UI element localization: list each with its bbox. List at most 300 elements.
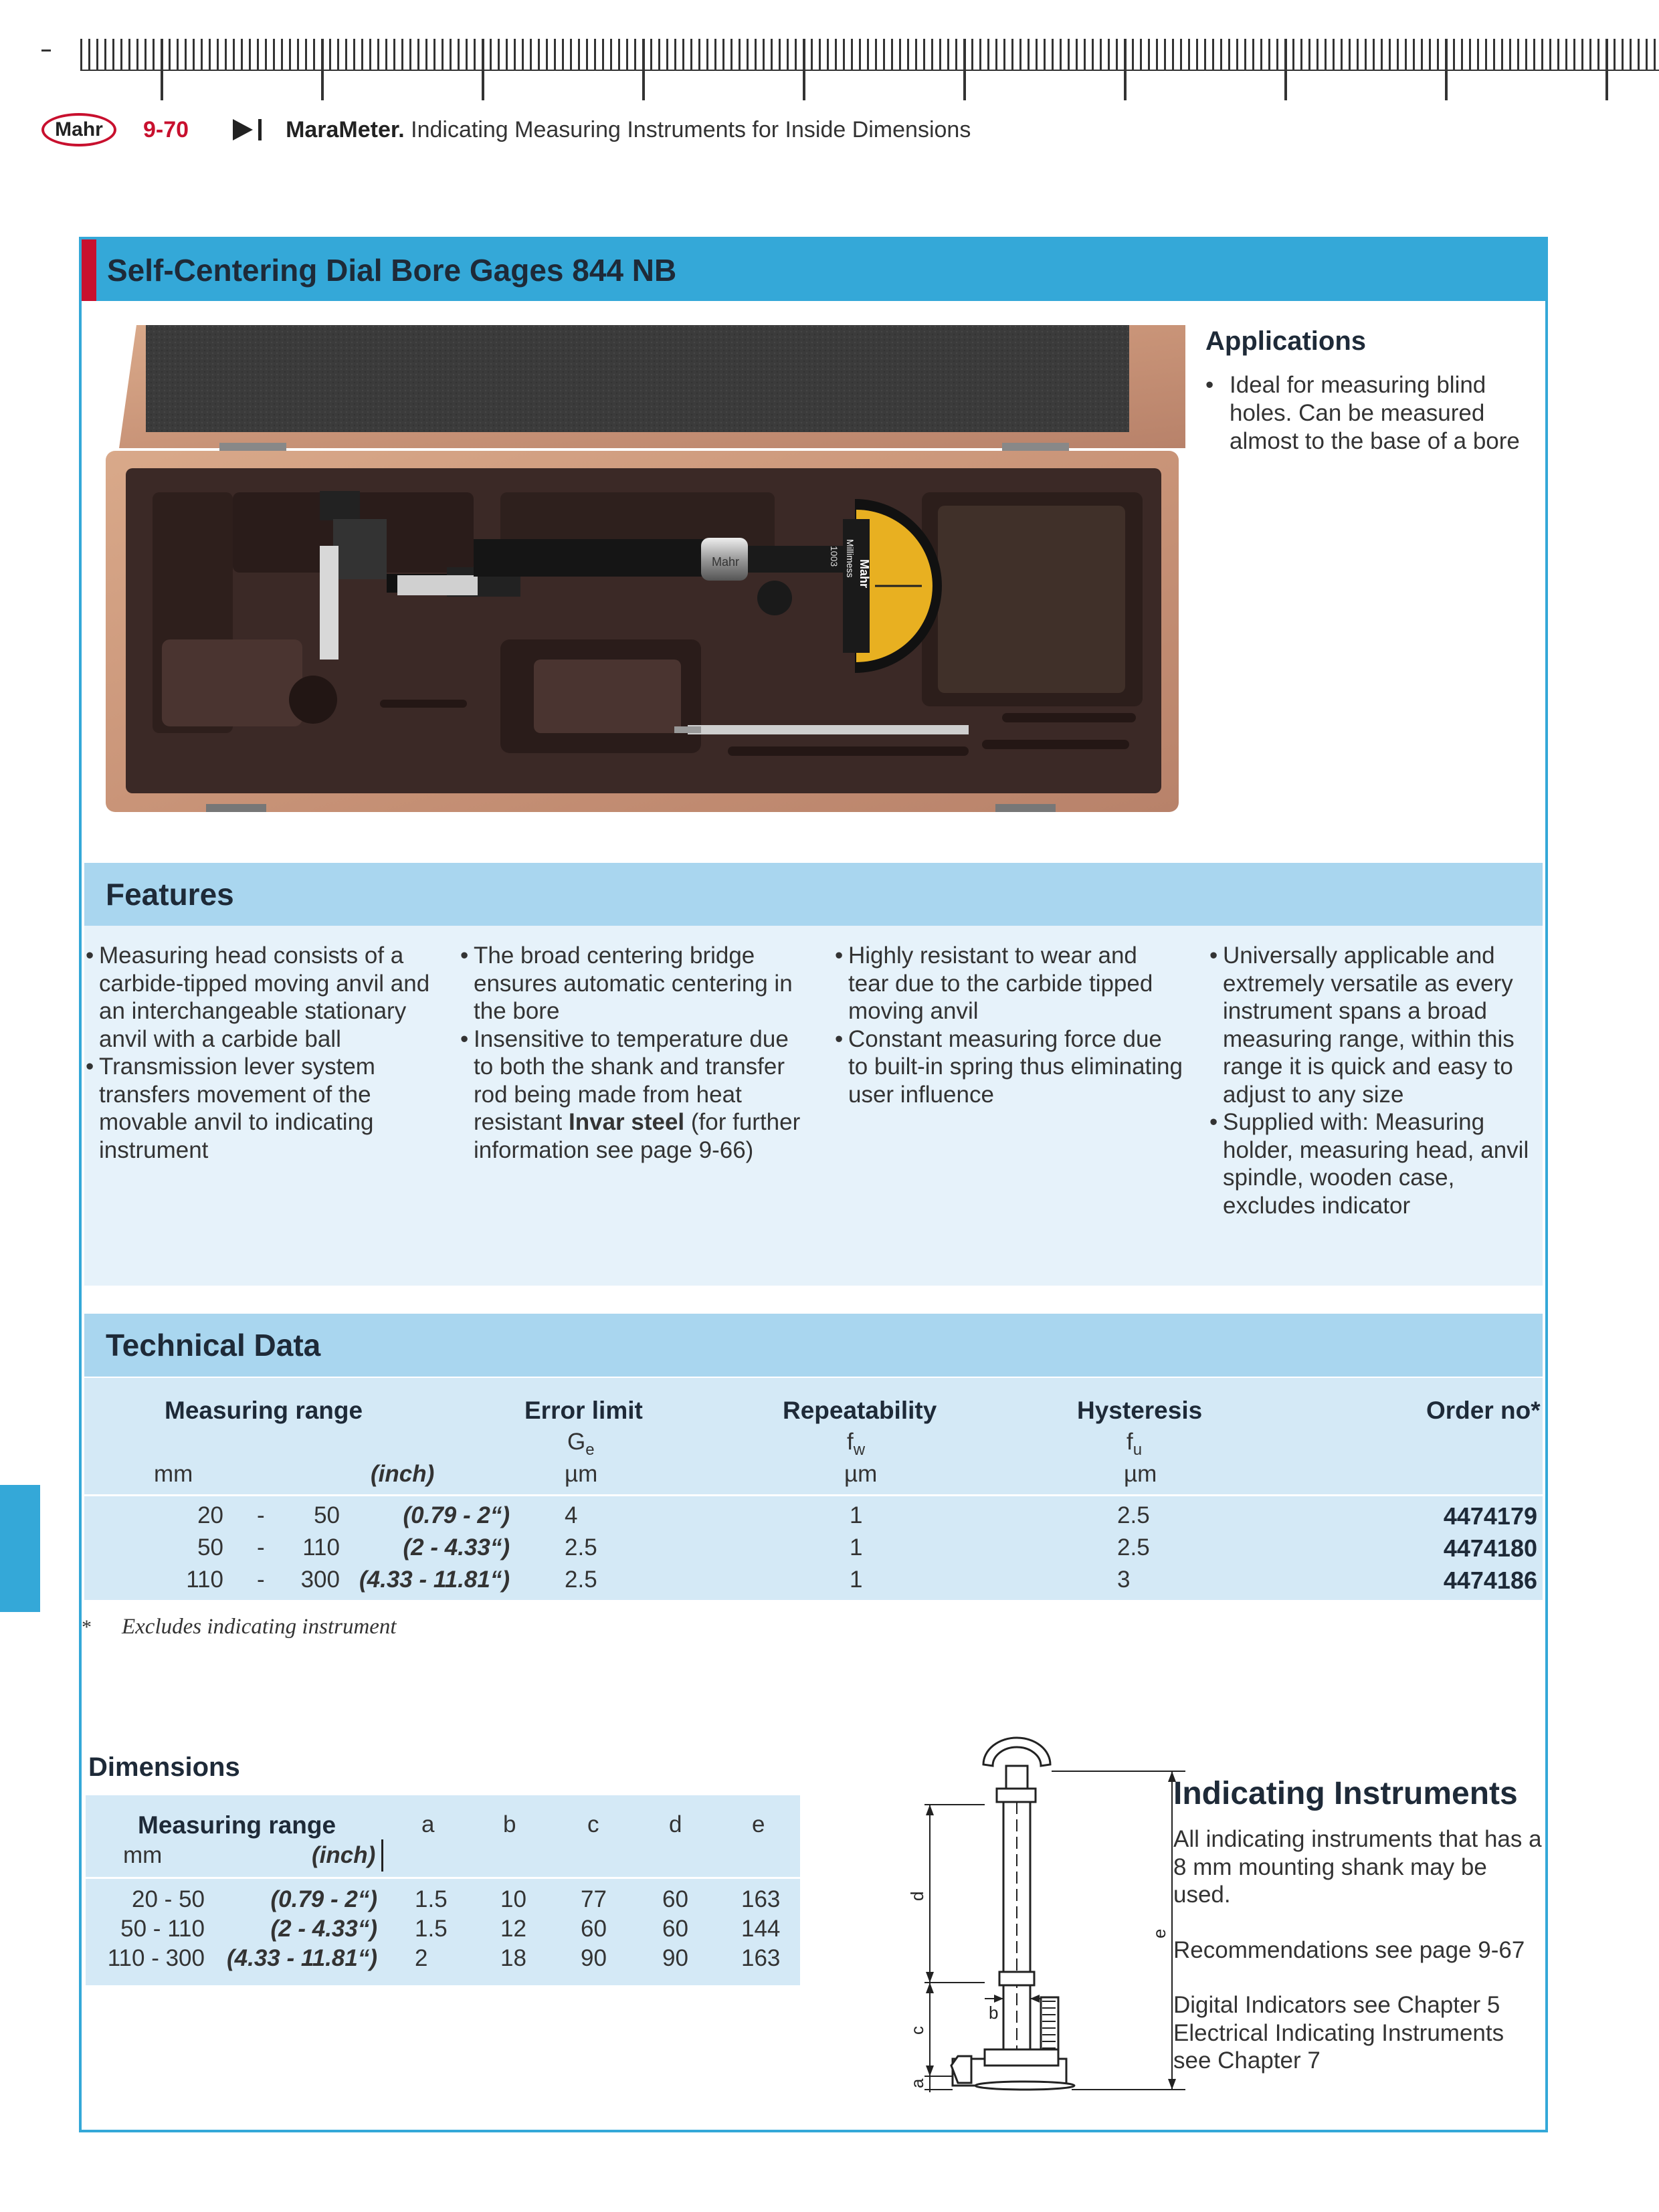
ruler-tick	[241, 39, 243, 70]
features-column-3	[835, 942, 1183, 1108]
th-hysteresis: Hysteresis	[1077, 1397, 1203, 1424]
ruler-tick	[1485, 39, 1487, 70]
ruler-tick	[819, 39, 821, 70]
ruler-tick	[763, 39, 765, 70]
td-cell-hyst: 2.5	[1117, 1502, 1150, 1528]
ruler-tick	[482, 39, 484, 100]
gage-logo-text: Mahr	[712, 555, 740, 569]
ruler-tick	[1084, 39, 1086, 70]
ruler-tick	[1581, 39, 1583, 70]
ruler-tick	[1204, 39, 1206, 70]
ruler-tick	[939, 39, 941, 70]
ruler-tick	[88, 39, 90, 70]
ruler-tick	[169, 39, 171, 70]
chapter-side-tab	[0, 1485, 40, 1612]
ruler-tick	[1525, 39, 1527, 70]
ruler-tick	[305, 39, 307, 70]
ruler-tick	[1349, 39, 1351, 70]
ruler-tick	[442, 39, 444, 70]
latch-right	[995, 804, 1056, 812]
ruler-tick	[393, 39, 395, 70]
ruler-tick	[1445, 39, 1448, 100]
indicating-instruments-reference: Recommendations see page 9-67	[1173, 1936, 1525, 1963]
ruler-tick	[329, 39, 331, 70]
ruler-tick	[1573, 39, 1575, 70]
ruler-tick	[1308, 39, 1310, 70]
dim-cell-c: 90	[581, 1945, 607, 1971]
dial-number-text: 1003	[829, 546, 840, 567]
th-repeatability-symbol	[847, 1429, 865, 1460]
th-unit-um: µm	[844, 1461, 878, 1487]
ruler-tick	[706, 39, 708, 70]
dim-th-c: c	[587, 1811, 599, 1837]
footnote: Excludes indicating instrument	[122, 1615, 397, 1639]
table-divider	[84, 1494, 1543, 1496]
case-lid	[119, 325, 1185, 448]
ruler-tick	[369, 39, 371, 70]
ruler-tick	[1501, 39, 1503, 70]
indicating-instruments	[1173, 1775, 1548, 2102]
ruler-tick	[642, 39, 645, 100]
hinge-left	[219, 443, 286, 452]
applications-list	[1205, 371, 1540, 456]
ruler-tick	[1469, 39, 1471, 70]
ruler-tick	[1413, 39, 1415, 70]
product-title-bar	[82, 239, 1545, 301]
dim-th-separator	[381, 1839, 383, 1872]
ruler-tick	[610, 39, 612, 70]
page-subtitle: Indicating Measuring Instruments for Inside Dimensions	[411, 116, 971, 142]
ruler-tick	[1236, 39, 1238, 70]
ruler-tick	[955, 39, 957, 70]
ruler-tick	[185, 39, 187, 70]
ruler-tick	[450, 39, 452, 70]
dim-cell-mm: 50 - 110	[120, 1916, 205, 1942]
ruler-tick	[1333, 39, 1335, 70]
td-cell-to: 50	[314, 1502, 340, 1528]
ruler-tick	[803, 39, 805, 100]
hinge-right	[1002, 443, 1069, 452]
dim-label-b: b	[989, 2003, 999, 2023]
ruler-tick	[281, 39, 283, 70]
ruler-tick	[1405, 39, 1407, 70]
brand-name: MaraMeter.	[286, 116, 405, 142]
ruler-tick	[1421, 39, 1423, 70]
feature-item: • Supplied with: Measuring holder, measuring head, anvil spindle, wooden case, excludes indicator	[1209, 1108, 1544, 1219]
td-cell-to: 300	[300, 1567, 340, 1593]
ruler-tick	[1164, 39, 1166, 70]
dim-cell-d: 60	[662, 1886, 688, 1912]
ruler-tick	[498, 39, 500, 70]
td-cell-from: 20	[197, 1502, 223, 1528]
ruler-tick	[201, 39, 203, 70]
ruler-tick	[650, 39, 652, 70]
td-cell-from: 110	[186, 1567, 223, 1593]
dial-brand-text: Mahr	[858, 559, 871, 589]
ruler-tick	[827, 39, 829, 70]
dim-label-e: e	[1149, 1928, 1169, 1938]
ruler-tick	[1589, 39, 1591, 70]
td-cell-from: 50	[197, 1534, 223, 1561]
ruler-tick	[514, 39, 516, 70]
ruler-tick	[787, 39, 789, 70]
ruler-tick	[1100, 39, 1102, 70]
dim-label-a: a	[907, 2078, 927, 2088]
th-unit-inch: (inch)	[371, 1461, 435, 1487]
ruler-tick	[1132, 39, 1134, 70]
ruler-tick	[538, 39, 540, 70]
ruler-tick	[80, 39, 82, 70]
ruler-tick	[265, 39, 267, 70]
feature-text: (for further information see page 9-66)	[474, 1109, 801, 1163]
ruler-tick	[345, 39, 347, 70]
ruler-tick	[546, 39, 548, 70]
ruler-tick	[1365, 39, 1367, 70]
td-cell-sep: -	[257, 1534, 265, 1561]
feature-text: Insensitive to temperature due to both the shank and transfer rod being made from heat resistant	[474, 1025, 789, 1135]
ruler-tick	[1148, 39, 1150, 70]
ruler-tick	[594, 39, 596, 70]
features-column-1	[86, 942, 447, 1164]
ruler-tick	[1252, 39, 1254, 70]
ruler-tick	[193, 39, 195, 70]
dial-model-text: Millimess	[845, 539, 856, 578]
dim-cell-e: 144	[741, 1916, 781, 1942]
ruler-tick	[1268, 39, 1270, 70]
ruler-tick	[602, 39, 604, 70]
ruler-tick	[795, 39, 797, 70]
ruler	[80, 39, 1659, 106]
features-column-4	[1209, 942, 1544, 1219]
feature-item: • Constant measuring force due to built-in spring thus eliminating user influence	[835, 1025, 1183, 1109]
th-error-symbol	[567, 1429, 595, 1460]
dim-cell-d: 60	[662, 1916, 688, 1942]
ruler-tick	[1614, 39, 1616, 70]
dim-cell-e: 163	[741, 1886, 781, 1912]
ruler-tick	[859, 39, 861, 70]
dim-cell-e: 163	[741, 1945, 781, 1971]
td-cell-repeat: 1	[850, 1567, 863, 1593]
ruler-tick	[1244, 39, 1246, 70]
ruler-tick	[1011, 39, 1013, 70]
feature-item: • Transmission lever system transfers movement of the movable anvil to indicating instrument	[86, 1053, 447, 1164]
ruler-tick	[417, 39, 419, 70]
ruler-tick	[209, 39, 211, 70]
ruler-tick	[682, 39, 684, 70]
margin-dash	[41, 49, 51, 52]
ruler-tick	[273, 39, 275, 70]
dim-cell-inch: (0.79 - 2“)	[270, 1886, 377, 1912]
ruler-tick	[225, 39, 227, 70]
ruler-tick	[321, 39, 324, 100]
feature-item: • The broad centering bridge ensures automatic centering in the bore	[460, 942, 808, 1025]
ruler-tick	[562, 39, 564, 70]
th-measuring-range: Measuring range	[165, 1397, 363, 1424]
ruler-tick	[1630, 39, 1632, 70]
features-bar	[84, 863, 1543, 926]
ruler-tick	[433, 39, 435, 70]
ruler-tick	[144, 39, 147, 70]
ruler-tick	[1196, 39, 1198, 70]
product-frame	[79, 237, 1548, 2132]
ruler-tick	[289, 39, 291, 70]
indicating-instruments-text: All indicating instruments that has a 8 mm mounting shank may be used.	[1173, 1826, 1542, 1908]
ruler-tick	[1180, 39, 1182, 70]
ruler-tick	[1517, 39, 1519, 70]
ruler-tick	[217, 39, 219, 70]
ruler-tick	[618, 39, 620, 70]
dim-th-d: d	[669, 1811, 682, 1837]
dim-th-mm: mm	[123, 1842, 163, 1868]
ruler-tick	[891, 39, 893, 70]
td-cell-order: 4474186	[1443, 1567, 1537, 1594]
ruler-tick	[1493, 39, 1495, 70]
applications-title: Applications	[1205, 326, 1367, 356]
td-cell-to: 110	[302, 1534, 340, 1561]
feature-bold-text: Invar steel	[569, 1109, 685, 1135]
ruler-tick	[249, 39, 251, 70]
ruler-tick	[1461, 39, 1463, 70]
ruler-tick	[698, 39, 700, 70]
indicating-instruments-title: Indicating Instruments	[1173, 1776, 1518, 1811]
ruler-tick	[963, 39, 966, 100]
td-cell-inch: (0.79 - 2“)	[403, 1502, 510, 1528]
product-photo	[99, 325, 1185, 825]
td-cell-inch: (2 - 4.33“)	[403, 1534, 510, 1561]
play-arrow-icon	[233, 119, 253, 140]
dimension-diagram	[851, 1731, 1185, 2092]
ruler-tick	[1300, 39, 1302, 70]
ruler-tick	[1228, 39, 1230, 70]
ruler-tick	[658, 39, 660, 70]
dim-cell-inch: (2 - 4.33“)	[270, 1916, 377, 1942]
dim-cell-inch: (4.33 - 11.81“)	[226, 1945, 377, 1971]
ruler-tick	[811, 39, 813, 70]
ruler-tick	[353, 39, 355, 70]
feature-item	[460, 1025, 808, 1165]
features-title: Features	[106, 877, 234, 912]
ruler-tick	[843, 39, 845, 70]
ruler-tick	[1646, 39, 1648, 70]
symbol-sub: w	[853, 1441, 866, 1459]
ruler-tick	[570, 39, 572, 70]
ruler-tick	[1156, 39, 1158, 70]
ruler-tick	[1509, 39, 1511, 70]
dim-th-b: b	[503, 1811, 516, 1837]
td-cell-repeat: 1	[850, 1502, 863, 1528]
dim-cell-b: 18	[500, 1945, 526, 1971]
th-unit-mm: mm	[154, 1461, 193, 1487]
ruler-tick	[899, 39, 901, 70]
ruler-tick	[875, 39, 877, 70]
ruler-tick	[1325, 39, 1327, 70]
feature-item: • Highly resistant to wear and tear due to the carbide tipped moving anvil	[835, 942, 1183, 1025]
ruler-tick	[522, 39, 524, 70]
dimensions-title: Dimensions	[88, 1752, 240, 1782]
footnote-mark: *	[82, 1616, 92, 1638]
latch-left	[206, 804, 266, 812]
ruler-tick	[233, 39, 235, 70]
ruler-tick	[104, 39, 106, 70]
dim-th-range: Measuring range	[138, 1811, 336, 1839]
ruler-tick	[1453, 39, 1455, 70]
ruler-tick	[554, 39, 556, 70]
dimensions-divider	[86, 1877, 800, 1879]
ruler-tick	[867, 39, 869, 70]
ruler-tick	[96, 39, 98, 70]
ruler-tick	[1381, 39, 1383, 70]
ruler-tick	[1108, 39, 1110, 70]
dim-cell-mm: 20 - 50	[132, 1886, 205, 1912]
td-cell-error: 4	[565, 1502, 578, 1528]
td-cell-order: 4474180	[1443, 1534, 1537, 1562]
symbol-sub: u	[1133, 1441, 1143, 1459]
ruler-tick	[907, 39, 909, 70]
ruler-tick	[1549, 39, 1551, 70]
ruler-tick	[120, 39, 122, 70]
ruler-tick	[112, 39, 114, 70]
ruler-tick	[1028, 39, 1030, 70]
ruler-tick	[1260, 39, 1262, 70]
ruler-tick	[361, 39, 363, 70]
ruler-tick	[506, 39, 508, 70]
ruler-tick	[1477, 39, 1479, 70]
ruler-tick	[987, 39, 989, 70]
ruler-tick	[1341, 39, 1343, 70]
dim-th-e: e	[752, 1811, 765, 1837]
ruler-tick	[1003, 39, 1005, 70]
ruler-tick	[385, 39, 387, 70]
ruler-tick	[474, 39, 476, 70]
ruler-tick	[257, 39, 259, 70]
ruler-tick	[1284, 39, 1287, 100]
ruler-tick	[425, 39, 427, 70]
ruler-tick	[626, 39, 628, 70]
product-title: Self-Centering Dial Bore Gages 844 NB	[107, 253, 677, 288]
ruler-tick	[1212, 39, 1214, 70]
td-cell-inch: (4.33 - 11.81“)	[359, 1567, 510, 1593]
ruler-tick	[1638, 39, 1640, 70]
ruler-tick	[915, 39, 917, 70]
ruler-tick	[1068, 39, 1070, 70]
page-title	[286, 117, 971, 143]
ruler-tick	[1124, 39, 1127, 100]
th-repeatability: Repeatability	[783, 1397, 937, 1424]
dim-cell-d: 90	[662, 1945, 688, 1971]
ruler-tick	[313, 39, 315, 70]
ruler-tick	[466, 39, 468, 70]
ruler-tick	[1357, 39, 1359, 70]
ruler-tick	[377, 39, 379, 70]
th-unit-um: µm	[1124, 1461, 1157, 1487]
ruler-tick	[747, 39, 749, 70]
ruler-tick	[1654, 39, 1656, 70]
features-column-2	[460, 942, 808, 1164]
ruler-tick	[755, 39, 757, 70]
dim-cell-c: 77	[581, 1886, 607, 1912]
ruler-tick	[730, 39, 733, 70]
ruler-tick	[1060, 39, 1062, 70]
ruler-tick	[1019, 39, 1021, 70]
ruler-tick	[971, 39, 973, 70]
ruler-tick	[739, 39, 741, 70]
ruler-tick	[714, 39, 716, 70]
ruler-tick	[1533, 39, 1535, 70]
dim-cell-mm: 110 - 300	[107, 1945, 205, 1971]
ruler-tick	[1557, 39, 1559, 70]
ruler-tick	[1397, 39, 1399, 70]
ruler-tick	[1092, 39, 1094, 70]
ruler-tick	[409, 39, 411, 70]
dim-label-c: c	[907, 2026, 927, 2035]
ruler-tick	[136, 39, 138, 70]
ruler-tick	[1276, 39, 1278, 70]
ruler-tick	[1188, 39, 1190, 70]
ruler-tick	[297, 39, 299, 70]
ruler-tick	[666, 39, 668, 70]
indicating-instruments-chapters: Digital Indicators see Chapter 5 Electrical Indicating Instruments see Chapter 7	[1173, 1992, 1504, 2074]
dim-th-a: a	[421, 1811, 435, 1837]
page-header	[41, 112, 971, 147]
ruler-tick	[177, 39, 179, 70]
td-cell-error: 2.5	[565, 1567, 597, 1593]
ruler-tick	[1140, 39, 1142, 70]
ruler-tick	[1541, 39, 1543, 70]
ruler-tick	[161, 39, 163, 100]
td-cell-error: 2.5	[565, 1534, 597, 1561]
td-cell-sep: -	[257, 1567, 265, 1593]
ruler-tick	[883, 39, 885, 70]
divider-bar	[258, 119, 262, 140]
ruler-tick	[1292, 39, 1294, 70]
ruler-tick	[586, 39, 588, 70]
ruler-tick	[923, 39, 925, 70]
ruler-tick	[1036, 39, 1038, 70]
ruler-tick	[401, 39, 403, 70]
technical-data-bar	[84, 1314, 1543, 1377]
td-cell-hyst: 3	[1117, 1567, 1131, 1593]
ruler-tick	[690, 39, 692, 70]
dim-cell-a: 1.5	[415, 1916, 448, 1942]
dim-cell-b: 10	[500, 1886, 526, 1912]
ruler-tick	[1597, 39, 1599, 70]
applications	[1205, 326, 1540, 456]
ruler-tick	[1373, 39, 1375, 70]
ruler-tick	[458, 39, 460, 70]
ruler-tick	[931, 39, 933, 70]
ruler-tick	[578, 39, 580, 70]
ruler-tick	[779, 39, 781, 70]
th-error-limit: Error limit	[524, 1397, 643, 1424]
ruler-tick	[1076, 39, 1078, 70]
ruler-tick	[1605, 39, 1608, 100]
ruler-tick	[1316, 39, 1319, 70]
symbol: f	[1127, 1429, 1133, 1455]
th-order-no: Order no*	[1426, 1397, 1541, 1424]
th-hysteresis-symbol	[1127, 1429, 1142, 1460]
td-cell-repeat: 1	[850, 1534, 863, 1561]
ruler-tick	[1044, 39, 1046, 70]
ruler-tick	[337, 39, 339, 70]
technical-data-title: Technical Data	[106, 1328, 321, 1363]
ruler-tick	[722, 39, 724, 70]
dim-cell-b: 12	[500, 1916, 526, 1942]
dim-th-inch: (inch)	[312, 1842, 376, 1868]
applications-item: • Ideal for measuring blind holes. Can be measured almost to the base of a bore	[1205, 371, 1540, 456]
page-number: 9-70	[143, 116, 189, 142]
dim-label-d: d	[907, 1891, 927, 1901]
ruler-tick	[995, 39, 997, 70]
